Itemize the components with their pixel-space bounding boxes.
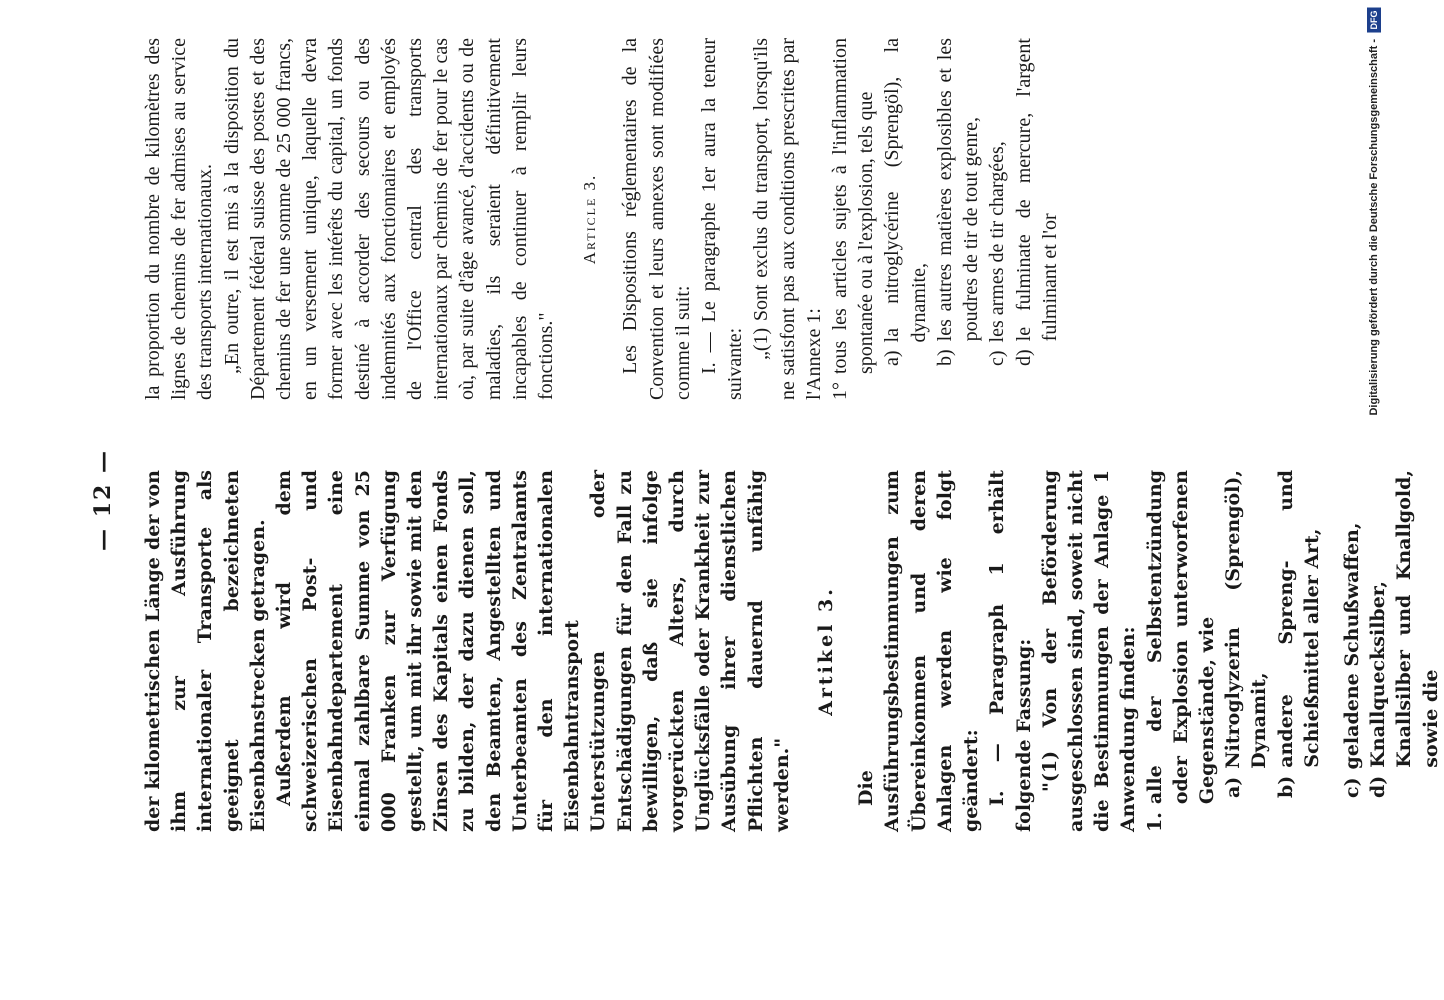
french-item-d-label: d): [1012, 349, 1035, 366]
french-item-1-label: 1°: [829, 382, 852, 400]
german-item-b-label: b): [1274, 775, 1297, 798]
french-column: [140, 38, 1063, 400]
german-item-d-label: d): [1367, 775, 1390, 798]
german-list-item-1: [1142, 470, 1221, 832]
german-list-item-c: [1339, 470, 1365, 798]
german-item-d-text: Knallquecksilber, Knallsilber und Knallgold, sowie die: [1367, 470, 1442, 768]
digitization-credit: [1367, 8, 1381, 416]
dfg-logo: DFG: [1367, 8, 1381, 33]
french-list-item-c: [984, 38, 1010, 366]
german-paragraph-2: Außerdem wird dem schweizerischen Post- und Eisenbahndepartement eine einmal zahlbare Summe von 25 000 Franken zur Verfügung gestellt, um mit ihr sowie mit den Zinsen des Kapitals einen Fonds zu bilden, der dazu dienen soll, den Beamten, Angestellten und Unterbeamten des Zentralamts für den internationalen Eisenbahntransport Unterstützungen oder Entschädigungen für den Fall zu bewilligen, daß sie infolge vorgerückten Alters, durch Unglücksfälle oder Krankheit zur Ausübung ihrer dienstlichen Pflichten dauernd unfähig werden.": [273, 470, 793, 832]
french-paragraph-3: Les Dispositions réglementaires de la Convention et leurs annexes sont modifiées comme il suit:: [619, 38, 694, 400]
german-column: [140, 470, 1444, 832]
french-heading: Article 3.: [580, 173, 600, 265]
french-item-b-text: les autres matières explosibles et les poudres de tir de tout genre,: [933, 38, 983, 342]
french-list-item-b: [932, 38, 984, 366]
german-item-a-label: a): [1222, 776, 1245, 798]
page-number: — 12 —: [90, 449, 116, 551]
german-paragraph-3: Die Ausführungsbestimmungen zum Übereinkommen und deren Anlagen werden wie folgt geändert:: [855, 470, 983, 832]
french-item-a-label: a): [881, 350, 904, 366]
german-list-item-a: [1220, 470, 1272, 798]
german-item-a-text: Nitroglyzerin (Sprengöl), Dynamit,: [1222, 470, 1271, 769]
german-heading: Artikel 3.: [815, 586, 838, 716]
german-list-item-b: [1273, 470, 1325, 798]
german-paragraph-1: der kilometrischen Länge der von ihm zur Ausführung internationaler Transporte als geeignet bezeichneten Eisenbahnstrecken getragen.: [142, 470, 269, 832]
french-item-c-text: les armes de tir chargées,: [986, 141, 1009, 343]
german-paragraph-5: "(1) Von der Beförderung ausgeschlossen sind, soweit nicht die Bestimmungen der Anlage 1 Anwendung finden:: [1038, 470, 1140, 832]
french-item-a-text: la nitroglycérine (Sprengöl), la dynamite,: [881, 38, 930, 343]
french-paragraph-4: I. — Le paragraphe 1er aura la teneur suivante:: [698, 38, 747, 400]
german-item-b-text: andere Spreng- und Schießmittel aller Art,: [1274, 470, 1323, 768]
french-list-item-a: [879, 38, 931, 366]
french-item-c-label: c): [986, 350, 1009, 366]
french-list-item-d: [1011, 38, 1063, 366]
french-list-item-1: [827, 38, 879, 400]
german-item-1-text: alle der Selbstentzündung oder Explosion unterworfenen Gegenstände, wie: [1143, 470, 1218, 805]
credit-text: Digitalisierung gefördert durch die Deutsche Forschungsgemeinschaft -: [1368, 39, 1380, 416]
french-paragraph-5: „(1) Sont exclus du transport, lorsqu'ils ne satisfont pas aux conditions prescrites par l'Annexe 1:: [750, 38, 825, 400]
german-paragraph-4: I. — Paragraph 1 erhält folgende Fassung:: [986, 470, 1035, 832]
french-item-b-label: b): [933, 349, 956, 366]
german-item-1-label: 1.: [1143, 812, 1166, 832]
french-item-1-text: tous les articles sujets à l'inflammation spontanée ou à l'explosion, tels que: [829, 38, 878, 374]
french-paragraph-1: la proportion du nombre de kilomètres des lignes de chemins de fer admises au service des transports internationaux.: [142, 38, 217, 400]
german-item-c-text: geladene Schußwaffen,: [1340, 522, 1363, 770]
german-item-c-label: c): [1340, 777, 1363, 798]
french-paragraph-2: „En outre, il est mis à la disposition du Département fédéral suisse des postes et des chemins de fer une somme de 25 000 francs, en un versement unique, laquelle devra former avec les intérêts du capital, un fonds destiné à accorder des secours ou des indemnités aux fonctionnaires et employés de l'Office central des transports internationaux par chemins de fer pour le cas où, par suite d'âge avancé, d'accidents ou de maladies, ils seraient définitivement incapables de continuer à remplir leurs fonctions.": [220, 38, 558, 400]
french-item-d-text: le fulminate de mercure, l'argent fulminant et l'or: [1012, 38, 1061, 342]
german-list-item-d: [1365, 470, 1444, 798]
